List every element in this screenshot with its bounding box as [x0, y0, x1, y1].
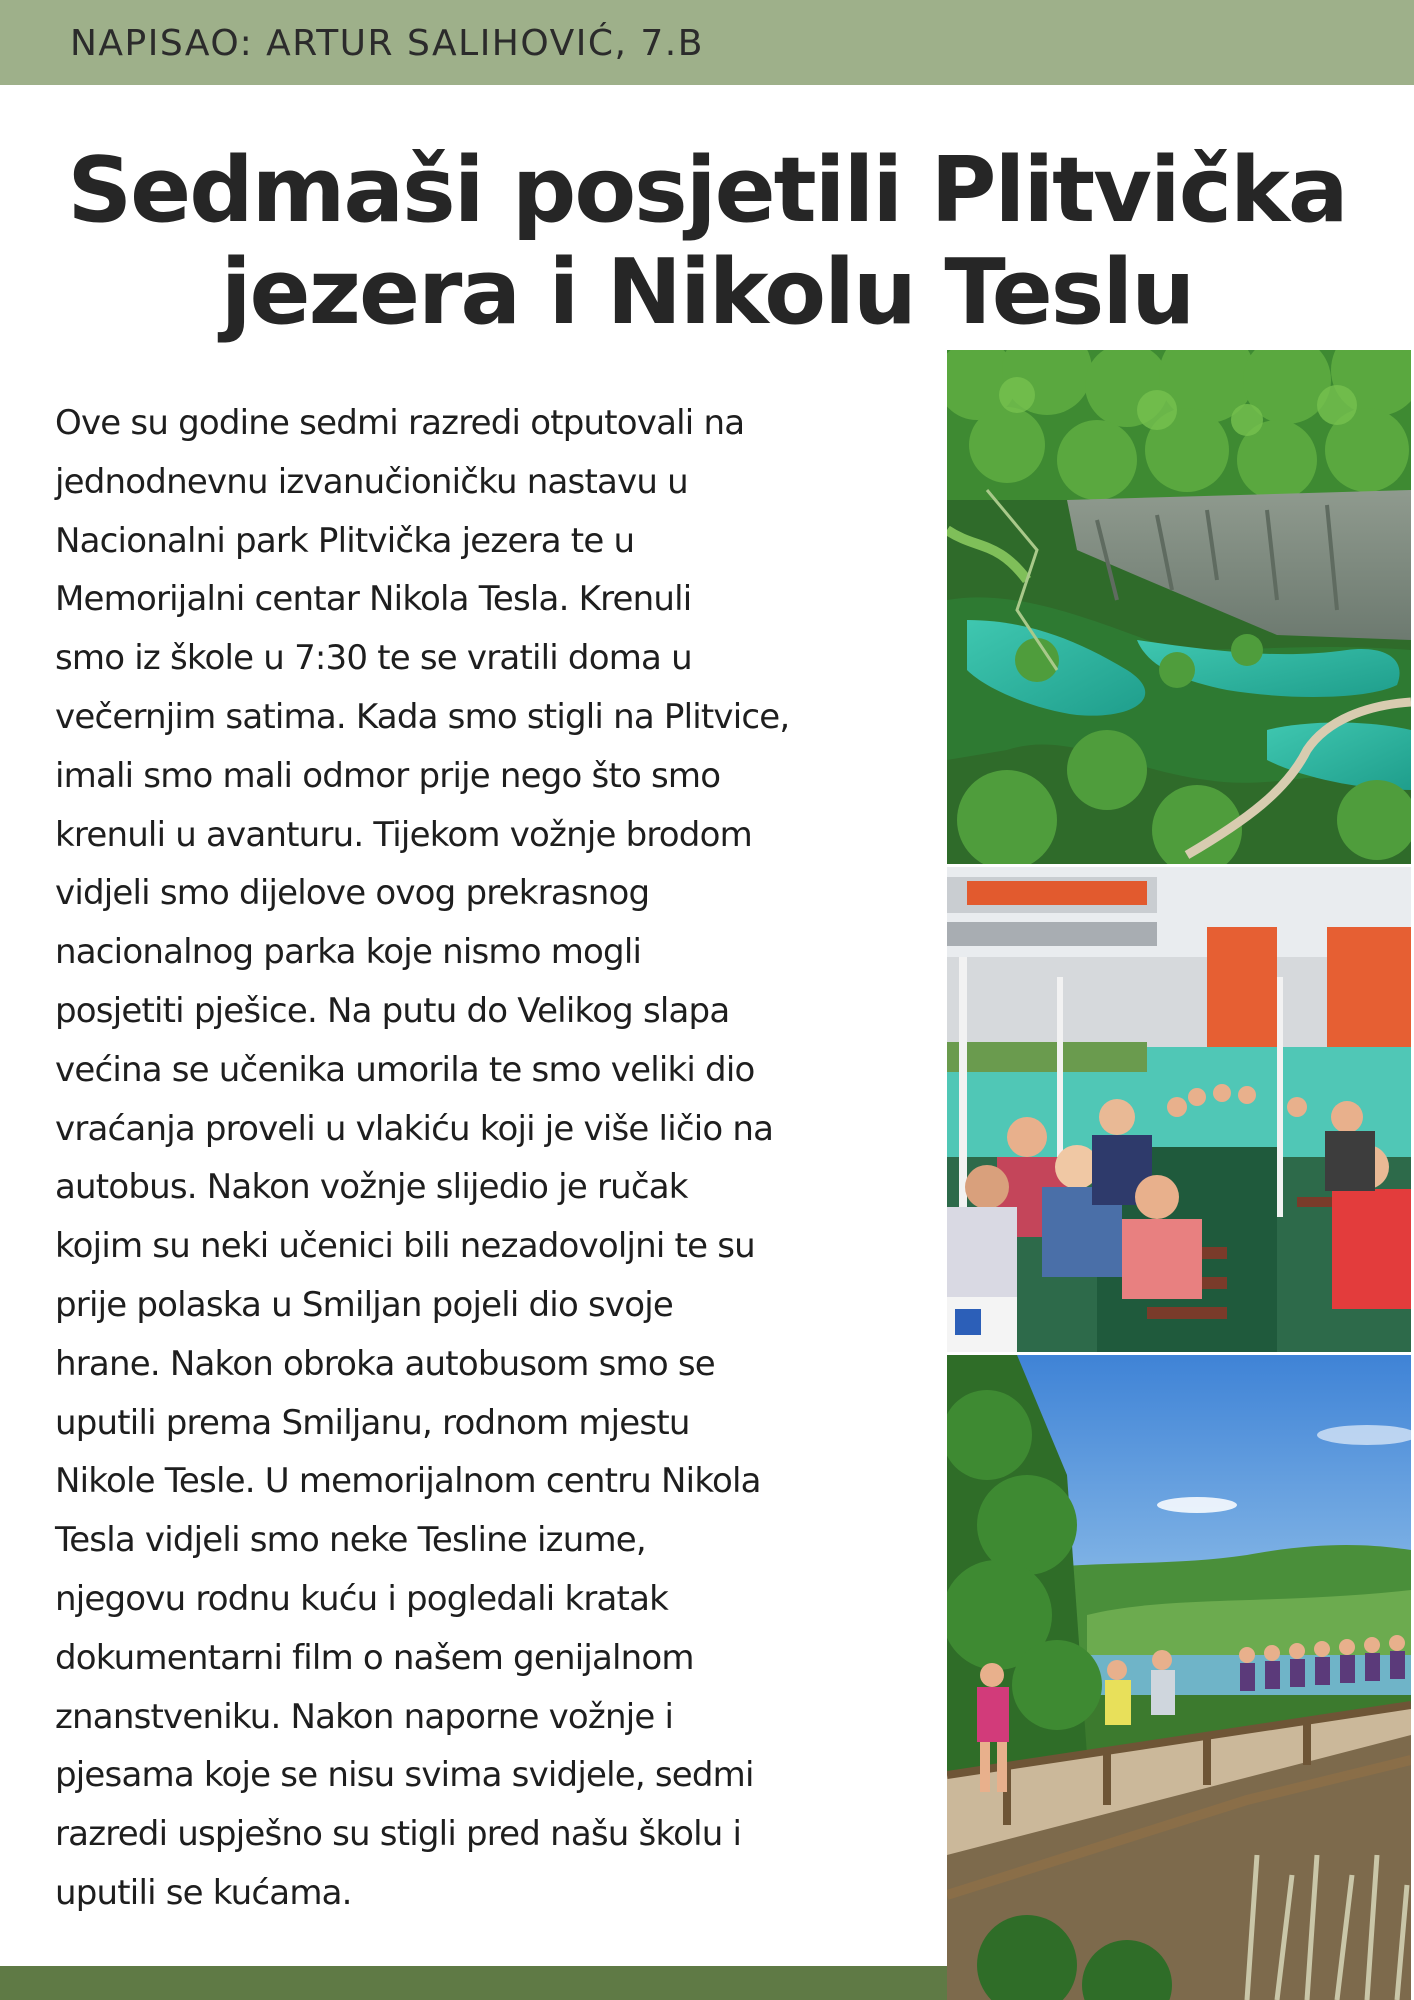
article-line: uputili prema Smiljanu, rodnom mjestu [55, 1402, 690, 1443]
headline-line: Sedmaši posjetili Plitvička [67, 138, 1347, 243]
photo-boat-ride [947, 867, 1411, 1352]
article-line: večernjim satima. Kada smo stigli na Plitvice, [55, 696, 790, 737]
top-banner [0, 0, 1414, 85]
photo-column [947, 350, 1411, 2000]
article-line: nacionalnog parka koje nismo mogli [55, 932, 642, 973]
article-line: razredi uspješno su stigli pred našu školu i [55, 1814, 742, 1855]
article-line: posjetiti pješice. Na putu do Velikog slapa [55, 990, 730, 1031]
photo-boardwalk-hike [947, 1355, 1411, 2000]
article-line: Ove su godine sedmi razredi otputovali na [55, 403, 745, 443]
photo-plitvice-lakes [947, 350, 1411, 864]
author-byline: NAPISAO: ARTUR SALIHOVIĆ, 7.B [70, 23, 704, 64]
article-line: njegovu rodnu kuću i pogledali kratak [55, 1578, 668, 1619]
article-line: vidjeli smo dijelove ovog prekrasnog [55, 873, 650, 914]
article-line: Tesla vidjeli smo neke Tesline izume, [55, 1520, 646, 1561]
article-line: hrane. Nakon obroka autobusom smo se [55, 1343, 715, 1384]
article-body [55, 394, 935, 1923]
article-line: krenuli u avanturu. Tijekom vožnje brodom [55, 814, 752, 855]
article-line: dokumentarni film o našem genijalnom [55, 1637, 694, 1678]
article-headline [0, 140, 1414, 344]
article-line: Nikole Tesle. U memorijalnom centru Nikola [55, 1461, 761, 1502]
bottom-banner [0, 1966, 947, 2000]
article-line: većina se učenika umorila te smo veliki dio [55, 1049, 755, 1090]
article-line: vraćanja proveli u vlakiću koji je više ličio na [55, 1108, 774, 1149]
article-line: pjesama koje se nisu svima svidjele, sedmi [55, 1755, 754, 1796]
article-line: znanstveniku. Nakon naporne vožnje i [55, 1696, 674, 1737]
article-line: smo iz škole u 7:30 te se vratili doma u [55, 638, 692, 679]
article-line: kojim su neki učenici bili nezadovoljni te su [55, 1226, 755, 1267]
article-line: autobus. Nakon vožnje slijedio je ručak [55, 1167, 688, 1208]
headline-line: jezera i Nikolu Teslu [220, 240, 1194, 345]
article-line: uputili se kućama. [55, 1872, 352, 1913]
article-line: prije polaska u Smiljan pojeli dio svoje [55, 1284, 673, 1325]
article-line: Nacionalni park Plitvička jezera te u [55, 520, 635, 561]
article-line: jednodnevnu izvanučioničku nastavu u [55, 461, 688, 502]
article-line: Memorijalni centar Nikola Tesla. Krenuli [55, 579, 692, 620]
article-line: imali smo mali odmor prije nego što smo [55, 755, 721, 796]
